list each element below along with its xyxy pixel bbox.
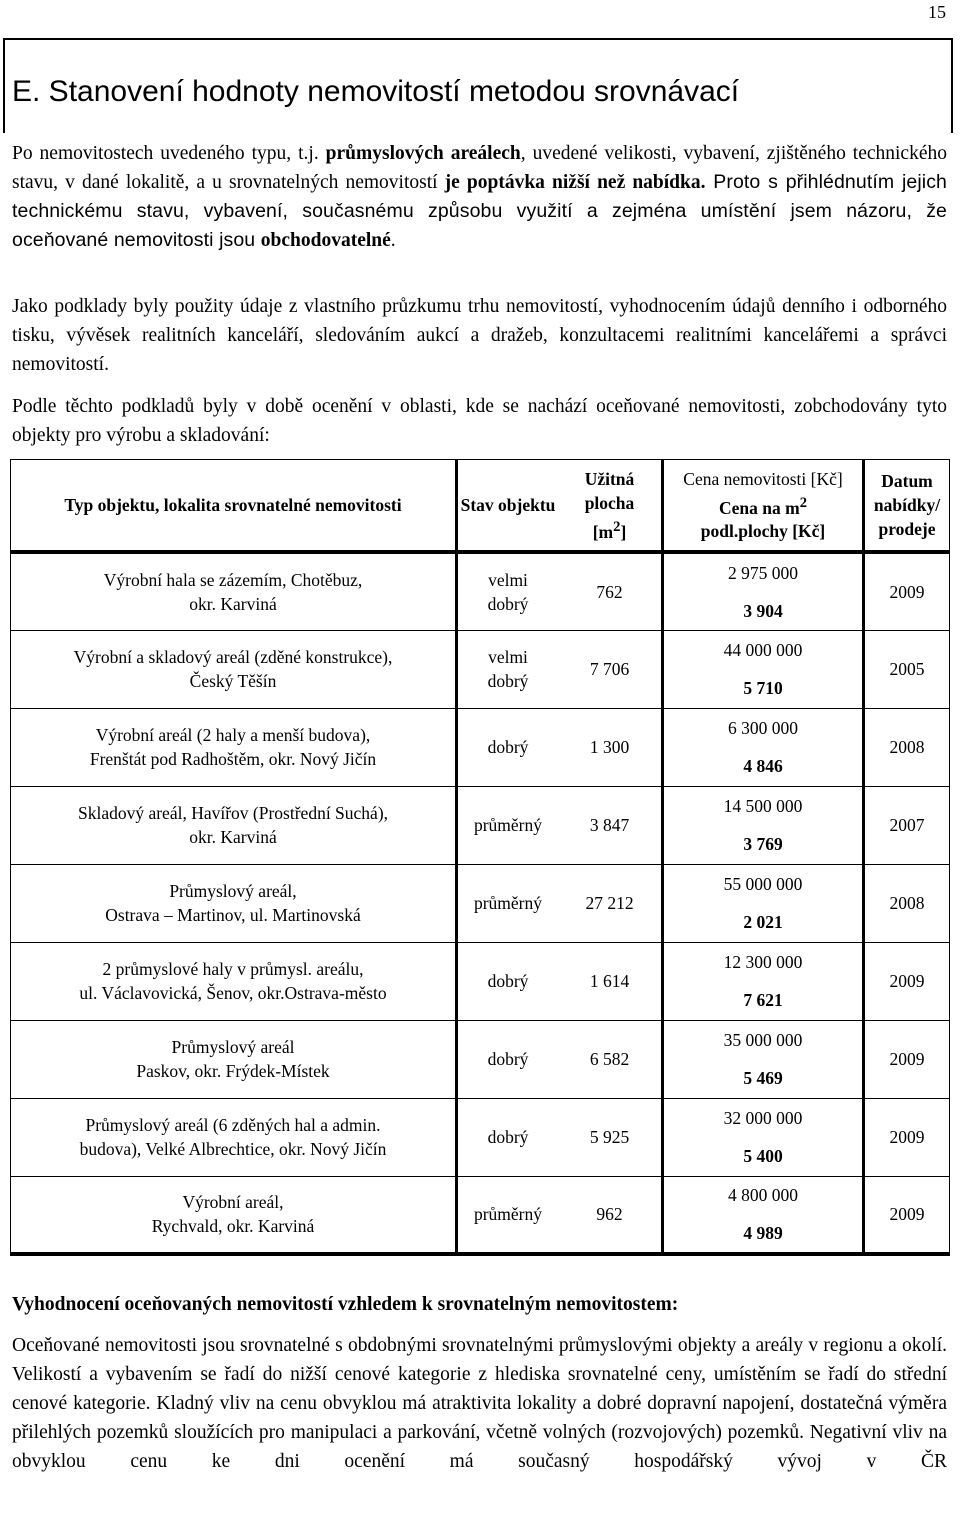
cell-type (11, 630, 457, 708)
cell-type-l1: 2 průmyslové haly v průmysl. areálu, (102, 959, 364, 979)
header-price-sup: 2 (799, 494, 807, 511)
cell-price (663, 864, 864, 942)
table-row (11, 1098, 950, 1176)
cell-price-total: 35 000 000 (723, 1030, 803, 1050)
intro-text-4: je poptávka nižší než nabídka. (444, 172, 706, 193)
header-area-sup: 2 (613, 518, 621, 535)
header-price-l2a: Cena na m (719, 497, 800, 518)
cell-state-l1: dobrý (487, 971, 529, 991)
cell-date: 2009 (864, 942, 950, 1020)
header-area-l2b: ] (620, 521, 627, 542)
cell-type-l2: budova), Velké Albrechtice, okr. Nový Jičín (79, 1139, 387, 1159)
cell-price-per-m2: 2 021 (743, 912, 783, 932)
table-row (11, 1176, 950, 1254)
cell-state (457, 1020, 559, 1098)
cell-price-per-m2: 5 400 (743, 1146, 783, 1166)
table-row (11, 630, 950, 708)
cell-type (11, 708, 457, 786)
cell-price (663, 1176, 864, 1254)
cell-price-total: 12 300 000 (723, 952, 803, 972)
cell-type (11, 552, 457, 630)
cell-state-l1: průměrný (473, 815, 543, 835)
cell-type (11, 1098, 457, 1176)
intro-text-3: , uvedené velikosti, vybavení, zjištěného technického stavu, v dané lokalitě, a u srovnatelných nemovitostí (12, 143, 947, 193)
cell-type-l2: okr. Karviná (189, 593, 277, 614)
cell-date: 2009 (864, 1176, 950, 1254)
cell-date: 2005 (864, 630, 950, 708)
cell-price (663, 1098, 864, 1176)
cell-type-l2: Paskov, okr. Frýdek-Místek (136, 1061, 330, 1081)
cell-date: 2008 (864, 864, 950, 942)
cell-state-l1: dobrý (487, 737, 529, 757)
cell-date: 2009 (864, 1098, 950, 1176)
cell-price (663, 630, 864, 708)
table-intro-paragraph: Podle těchto podkladů byly v době ocenění v oblasti, kde se nachází oceňované nemovitosti, zobchodovány tyto objekty pro výrobu a skladování: (12, 396, 947, 446)
cell-state-l1: průměrný (473, 893, 543, 913)
cell-type (11, 864, 457, 942)
intro-text-2: průmyslových areálech (325, 143, 521, 164)
cell-type-l1: Výrobní hala se zázemím, Chotěbuz, (103, 569, 363, 590)
header-price-l3: podl.plochy [Kč] (700, 521, 826, 542)
cell-price (663, 708, 864, 786)
header-area (558, 460, 663, 553)
cell-price-per-m2: 3 769 (743, 834, 783, 854)
cell-state-l1: dobrý (487, 1049, 529, 1069)
intro-text-1: Po nemovitostech uvedeného typu, t.j. (12, 143, 326, 164)
cell-state (457, 786, 559, 864)
cell-state-l1: průměrný (473, 1204, 543, 1225)
cell-type-l2: Ostrava – Martinov, ul. Martinovská (105, 905, 361, 925)
cell-price-per-m2: 4 989 (743, 1223, 783, 1244)
cell-type-l2: ul. Václavovická, Šenov, okr.Ostrava-město (79, 983, 387, 1003)
cell-date: 2008 (864, 708, 950, 786)
cell-price-per-m2: 5 710 (743, 678, 783, 698)
cell-price-total: 14 500 000 (723, 796, 803, 816)
cell-type (11, 786, 457, 864)
cell-price-per-m2: 5 469 (743, 1068, 783, 1088)
header-area-l1: Užitná plocha (584, 468, 635, 513)
cell-price (663, 1020, 864, 1098)
cell-price-per-m2: 3 904 (743, 600, 783, 621)
cell-state (457, 942, 559, 1020)
cell-price-total: 4 800 000 (728, 1185, 798, 1206)
cell-area: 762 (558, 552, 663, 630)
cell-state-l1: dobrý (487, 1127, 529, 1147)
table-row (11, 786, 950, 864)
cell-price-total: 44 000 000 (723, 640, 803, 660)
header-state: Stav objektu (457, 460, 559, 553)
cell-area: 7 706 (558, 630, 663, 708)
cell-state (457, 552, 559, 630)
header-price-l1: Cena nemovitosti [Kč] (683, 468, 843, 489)
cell-price (663, 786, 864, 864)
cell-type-l1: Výrobní areál, (182, 1192, 284, 1213)
cell-area: 6 582 (558, 1020, 663, 1098)
cell-state-l1: velmi (488, 569, 528, 590)
cell-state (457, 1176, 559, 1254)
cell-date: 2009 (864, 552, 950, 630)
cell-area: 3 847 (558, 786, 663, 864)
table-header-row (11, 460, 950, 553)
cell-type-l1: Průmyslový areál (171, 1037, 295, 1057)
cell-state-l2: dobrý (487, 671, 529, 691)
sources-paragraph: Jako podklady byly použity údaje z vlastního průzkumu trhu nemovitostí, vyhodnocením údajů denního i odborného tisku, vývěsek realitních kanceláří, sledováním aukcí a dražeb, konzultacemi realitními kancelářemi a správci nemovitostí. (12, 296, 947, 375)
cell-price-total: 32 000 000 (723, 1108, 803, 1128)
cell-price-total: 2 975 000 (728, 562, 798, 583)
cell-state (457, 1098, 559, 1176)
table-row (11, 552, 950, 630)
intro-text-7: . (390, 230, 396, 251)
table-row (11, 942, 950, 1020)
evaluation-paragraph: Oceňované nemovitosti jsou srovnatelné s obdobnými srovnatelnými průmyslovými objekty a areály v regionu a okolí. Velikostí a vybavením se řadí do nižší cenové kategorie z hlediska srovnatelné ceny, umístěním se řadí do střední cenové kategorie. Kladný vliv na cenu obvyklou má atraktivita lokality a dobré dopravní napojení, dostatečná výměra přilehlých pozemků sloužících pro manipulaci a parkování, včetně volných (rozvojových) pozemků. Negativní vliv na obvyklou cenu ke dni ocenění má současný hospodářský vývoj v ČR (12, 1335, 947, 1472)
cell-type-l2: Rychvald, okr. Karviná (151, 1216, 315, 1237)
cell-type (11, 1020, 457, 1098)
cell-price-total: 55 000 000 (723, 874, 803, 894)
evaluation-heading: Vyhodnocení oceňovaných nemovitostí vzhledem k srovnatelným nemovitostem: (12, 1294, 679, 1315)
cell-type-l1: Průmyslový areál, (169, 881, 297, 901)
header-date: Datum nabídky/ prodeje (864, 460, 950, 553)
cell-price-per-m2: 7 621 (743, 990, 783, 1010)
cell-type-l2: Frenštát pod Radhoštěm, okr. Nový Jičín (89, 749, 377, 769)
cell-price-per-m2: 4 846 (743, 756, 783, 776)
cell-type-l1: Výrobní areál (2 haly a menší budova), (95, 725, 371, 745)
cell-price-total: 6 300 000 (728, 718, 798, 738)
cell-type-l1: Skladový areál, Havířov (Prostřední Suchá), (77, 803, 389, 823)
table-row (11, 708, 950, 786)
cell-area: 1 614 (558, 942, 663, 1020)
cell-type (11, 1176, 457, 1254)
cell-type-l2: okr. Karviná (189, 827, 277, 847)
cell-type-l1: Průmyslový areál (6 zděných hal a admin. (85, 1115, 381, 1135)
cell-area: 1 300 (558, 708, 663, 786)
cell-state-l2: dobrý (487, 593, 529, 614)
intro-paragraph (12, 139, 947, 255)
table-row (11, 1020, 950, 1098)
page-number: 15 (928, 2, 946, 22)
cell-date: 2007 (864, 786, 950, 864)
cell-state-l1: velmi (488, 647, 528, 667)
cell-price (663, 552, 864, 630)
cell-price (663, 942, 864, 1020)
comparison-table (10, 459, 950, 1256)
cell-state (457, 630, 559, 708)
cell-state (457, 708, 559, 786)
header-type: Typ objektu, lokalita srovnatelné nemovitosti (11, 460, 457, 553)
cell-date: 2009 (864, 1020, 950, 1098)
section-heading: E. Stanovení hodnoty nemovitostí metodou srovnávací (12, 75, 740, 108)
cell-type-l2: Český Těšín (189, 671, 277, 691)
cell-area: 5 925 (558, 1098, 663, 1176)
cell-type (11, 942, 457, 1020)
intro-text-5: Proto s přihlédnutím jejich technickému stavu, vybavení, současnému způsobu využití a zejména umístění jsem názoru, že oceňované nemovitosti jsou (12, 171, 947, 251)
cell-state (457, 864, 559, 942)
cell-type-l1: Výrobní a skladový areál (zděné konstrukce), (73, 647, 393, 667)
intro-text-6: obchodovatelné (260, 230, 391, 251)
cell-area: 962 (558, 1176, 663, 1254)
cell-area: 27 212 (558, 864, 663, 942)
header-price (663, 460, 864, 553)
table-row (11, 864, 950, 942)
header-area-l2a: [m (592, 521, 614, 542)
